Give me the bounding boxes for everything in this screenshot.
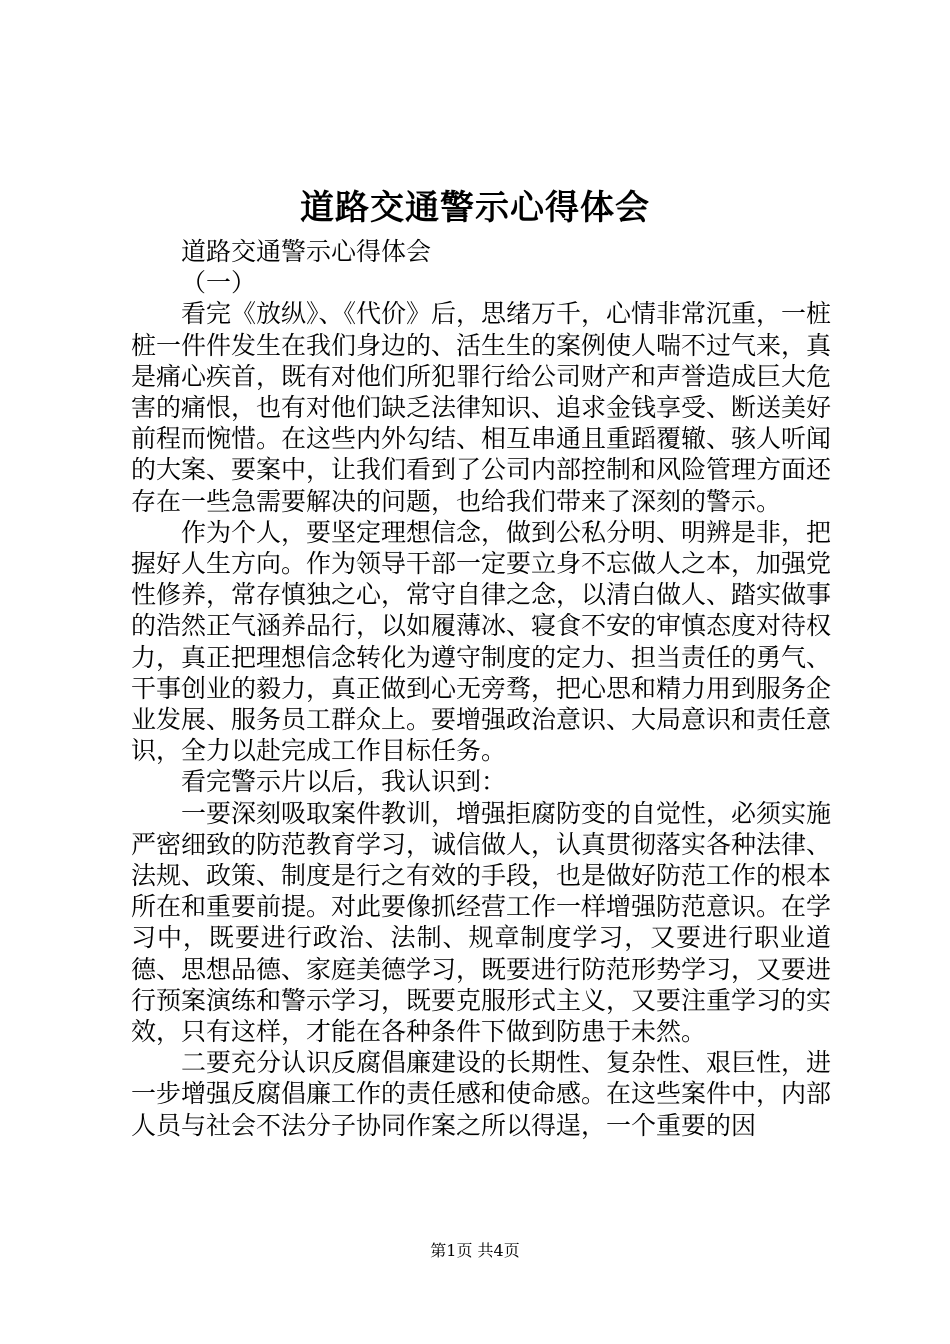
document-body [131, 236, 831, 1141]
subtitle-paragraph: 道路交通警示心得体会 [181, 237, 432, 266]
section-marker: （一） [181, 268, 257, 298]
body-paragraph: 二要充分认识反腐倡廉建设的长期性、复杂性、艰巨性，进一步增强反腐倡廉工作的责任感和使命感。在这些案件中，内部人员与社会不法分子协同作案之所以得逞，一个重要的因 [131, 1048, 832, 1140]
document-title: 道路交通警示心得体会 [300, 188, 650, 228]
body-paragraph: 看完警示片以后，我认识到： [181, 767, 507, 797]
body-paragraph: 看完《放纵》、《代价》后，思绪万千，心情非常沉重，一桩桩一件件发生在我们身边的、活生生的案例使人喘不过气来，真是痛心疾首，既有对他们所犯罪行给公司财产和声誉造成巨大危害的痛恨，也有对他们缺乏法律知识、追求金钱享受、断送美好前程而惋惜。在这些内外勾结、相互串通且重蹈覆辙、骇人听闻的大案、要案中，让我们看到了公司内部控制和风险管理方面还存在一些急需要解决的问题，也给我们带来了深刻的警示。 [131, 299, 832, 516]
page-footer: 第1页 共4页 [430, 1241, 520, 1260]
body-paragraph: 作为个人，要坚定理想信念，做到公私分明、明辨是非，把握好人生方向。作为领导干部一定要立身不忘做人之本，加强党性修养，常存慎独之心，常守自律之念，以清白做人、踏实做事的浩然正气涵养品行，以如履薄冰、寝食不安的审慎态度对待权力，真正把理想信念转化为遵守制度的定力、担当责任的勇气、干事创业的毅力，真正做到心无旁骛，把心思和精力用到服务企业发展、服务员工群众上。要增强政治意识、大局意识和责任意识，全力以赴完成工作目标任务。 [131, 517, 832, 766]
body-paragraph: 一要深刻吸取案件教训，增强拒腐防变的自觉性，必须实施严密细致的防范教育学习，诚信做人，认真贯彻落实各种法律、法规、政策、制度是行之有效的手段，也是做好防范工作的根本所在和重要前提。对此要像抓经营工作一样增强防范意识。在学习中，既要进行政治、法制、规章制度学习，又要进行职业道德、思想品德、家庭美德学习，既要进行防范形势学习，又要进行预案演练和警示学习，既要克服形式主义，又要注重学习的实效，只有这样，才能在各种条件下做到防患于未然。 [131, 798, 832, 1047]
